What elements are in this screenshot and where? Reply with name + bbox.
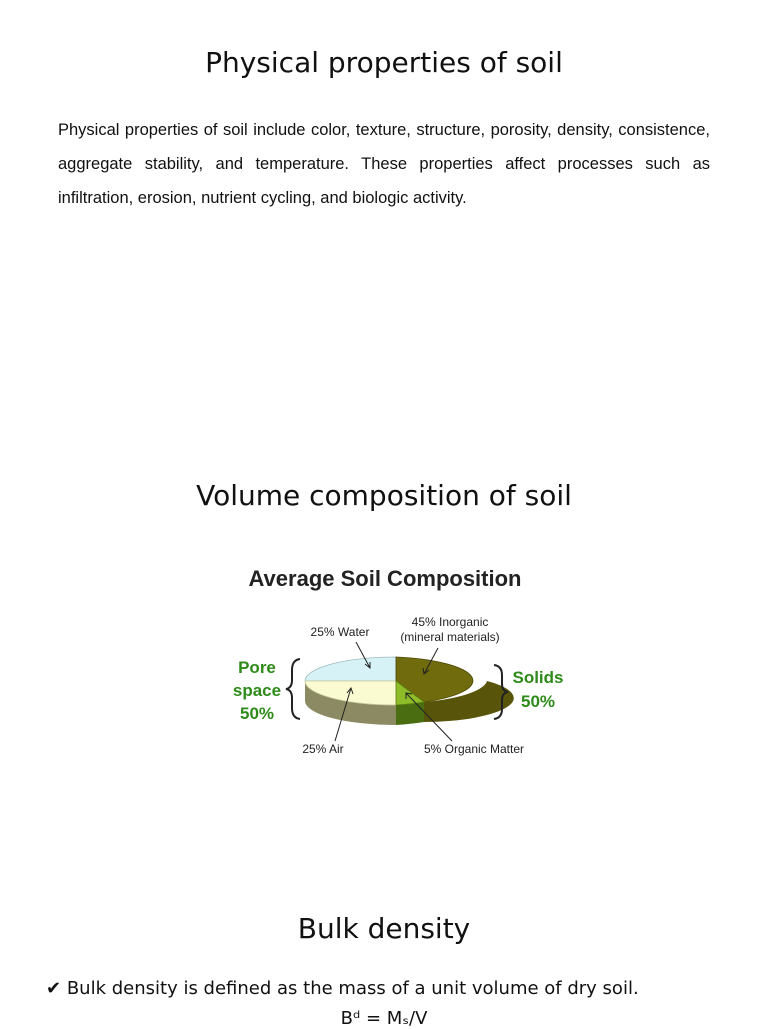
label-pore-line3: 50% [239, 704, 275, 723]
pie-side-organic [396, 702, 424, 725]
label-air: 25% Air [302, 742, 344, 756]
section-title-physical: Physical properties of soil [205, 46, 563, 79]
pie-slice-water [305, 657, 396, 681]
label-solids-line2: 50% [520, 692, 556, 711]
label-inorganic-line2: (mineral materials) [400, 630, 500, 644]
label-pore-line1: Pore [238, 658, 276, 677]
soil-composition-pie-chart [220, 556, 564, 766]
label-water: 25% Water [310, 625, 370, 639]
label-organic: 5% Organic Matter [423, 742, 525, 756]
checkmark-icon: ✔ [46, 978, 62, 999]
section-title-volume: Volume composition of soil [196, 479, 572, 512]
bulk-density-bullet [46, 978, 746, 999]
label-solids-line1: Solids [512, 668, 564, 687]
label-inorganic-line1: 45% Inorganic [411, 615, 489, 629]
chart-title: Average Soil Composition [248, 566, 522, 591]
section-title-bulk: Bulk density [297, 912, 471, 945]
physical-properties-paragraph: Physical properties of soil include color, texture, structure, porosity, density, consistence, aggregate stability, and temperature. These properties affect processes such as infiltration, erosion, nutrient cycling, and biologic activity. [58, 121, 710, 207]
pie-top [305, 657, 473, 705]
bulk-density-definition: Bulk density is defined as the mass of a unit volume of dry soil. [66, 978, 639, 999]
label-pore-line2: space [232, 681, 282, 700]
pore-brace-icon [286, 659, 300, 719]
bulk-density-formula: Bᵈ = Mₛ/V [340, 1008, 428, 1029]
